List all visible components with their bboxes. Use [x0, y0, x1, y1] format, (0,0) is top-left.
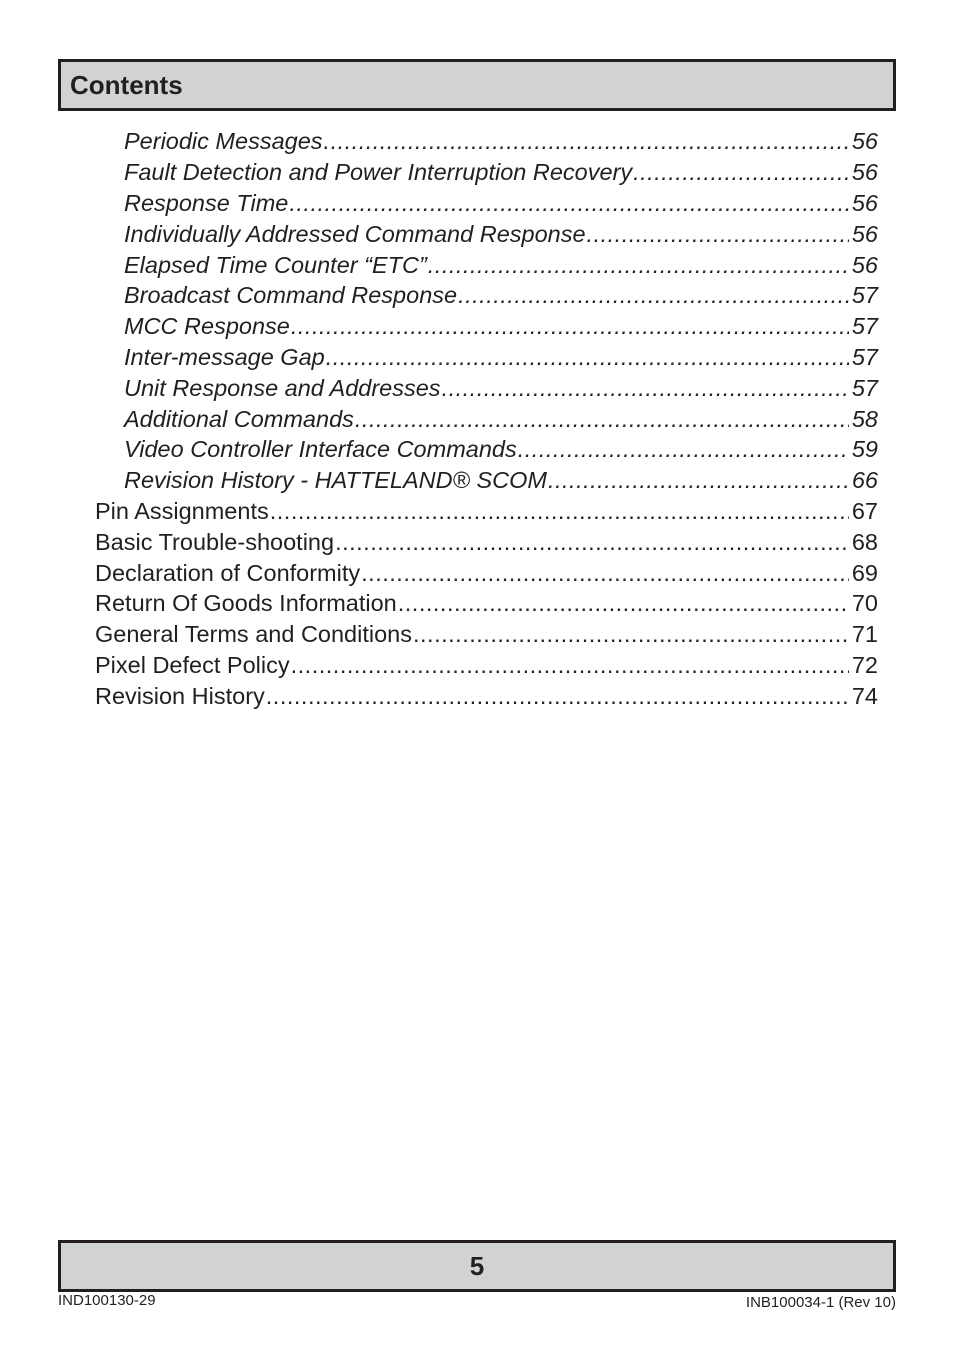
- toc-entry-revision-history[interactable]: [0, 680, 954, 711]
- toc-dot-leader: [291, 311, 849, 341]
- toc-dot-leader: [398, 588, 849, 618]
- toc-entry-broadcast-command[interactable]: [0, 280, 954, 311]
- toc-dot-leader: [548, 465, 849, 495]
- toc-entry-title: Revision History: [95, 682, 265, 709]
- toc-entry-pin-assignments[interactable]: [0, 496, 954, 527]
- toc-entry-title: Revision History - HATTELAND® SCOM: [124, 467, 547, 494]
- toc-entry-title: Additional Commands: [124, 405, 354, 432]
- toc-page-number: 69: [851, 559, 878, 586]
- document-code-right: INB100034-1 (Rev 10): [745, 1294, 896, 1311]
- toc-page-number: 59: [851, 436, 878, 463]
- toc-entry-revision-history-scom[interactable]: [0, 465, 954, 496]
- toc-page-number: 57: [851, 374, 878, 401]
- toc-entry-elapsed-time-counter[interactable]: [0, 249, 954, 280]
- toc-page-number: 56: [851, 251, 878, 278]
- toc-entry-title: Basic Trouble-shooting: [95, 528, 335, 555]
- toc-entry-title: Video Controller Interface Commands: [124, 436, 517, 463]
- toc-entry-individually-addressed[interactable]: [0, 218, 954, 249]
- toc-entry-title: Unit Response and Addresses: [124, 374, 441, 401]
- toc-entry-title: General Terms and Conditions: [95, 621, 412, 648]
- toc-dot-leader: [442, 373, 849, 403]
- toc-dot-leader: [326, 342, 849, 372]
- toc-entry-inter-message-gap[interactable]: [0, 342, 954, 373]
- toc-entry-video-controller[interactable]: [0, 434, 954, 465]
- toc-page-number: 66: [851, 467, 878, 494]
- toc-page-number: 56: [851, 128, 878, 155]
- toc-page-number: 71: [851, 621, 878, 648]
- toc-page-number: 57: [851, 282, 878, 309]
- toc-dot-leader: [361, 558, 849, 588]
- toc-dot-leader: [266, 681, 849, 711]
- toc-page-number: 67: [851, 497, 878, 524]
- toc-entry-declaration-of-conformity[interactable]: [0, 557, 954, 588]
- toc-page-number: 58: [851, 405, 878, 432]
- toc-entry-title: Fault Detection and Power Interruption Recovery: [124, 159, 633, 186]
- toc-entry-general-terms[interactable]: [0, 619, 954, 650]
- toc-entry-pixel-defect-policy[interactable]: [0, 650, 954, 681]
- toc-page-number: 57: [851, 313, 878, 340]
- footer-page-number: 5: [469, 1251, 485, 1281]
- toc-entry-title: Individually Addressed Command Response: [124, 220, 586, 247]
- toc-page-number: 68: [851, 528, 878, 555]
- toc-dot-leader: [428, 250, 849, 280]
- toc-entry-title: Response Time: [124, 189, 289, 216]
- toc-dot-leader: [324, 126, 849, 156]
- toc-dot-leader: [587, 219, 849, 249]
- page-title: Contents: [70, 70, 183, 100]
- toc-entry-title: MCC Response: [124, 313, 290, 340]
- toc-dot-leader: [633, 157, 849, 187]
- toc-page-number: 57: [851, 343, 878, 370]
- toc-entry-response-time[interactable]: [0, 188, 954, 219]
- toc-entry-title: Return Of Goods Information: [95, 590, 397, 617]
- toc-entry-title: Pixel Defect Policy: [95, 651, 290, 678]
- toc-entry-title: Periodic Messages: [124, 128, 323, 155]
- toc-page-number: 70: [851, 590, 878, 617]
- toc-entry-mcc-response[interactable]: [0, 311, 954, 342]
- toc-dot-leader: [413, 619, 849, 649]
- toc-dot-leader: [270, 496, 849, 526]
- toc-entry-title: Pin Assignments: [95, 497, 269, 524]
- toc-dot-leader: [291, 650, 849, 680]
- toc-dot-leader: [335, 527, 849, 557]
- toc-entry-periodic-messages[interactable]: [0, 126, 954, 157]
- document-code-left: IND100130-29: [58, 1292, 156, 1309]
- toc-dot-leader: [518, 434, 849, 464]
- table-of-contents: [0, 126, 954, 711]
- toc-entry-title: Broadcast Command Response: [124, 282, 458, 309]
- footer-bar: [58, 1240, 896, 1292]
- toc-page-number: 56: [851, 159, 878, 186]
- toc-dot-leader: [355, 404, 849, 434]
- toc-entry-title: Elapsed Time Counter “ETC”: [124, 251, 427, 278]
- toc-page-number: 56: [851, 220, 878, 247]
- toc-entry-unit-response[interactable]: [0, 372, 954, 403]
- toc-entry-fault-detection[interactable]: [0, 157, 954, 188]
- contents-header-bar: [58, 59, 896, 111]
- toc-page-number: 74: [851, 682, 878, 709]
- toc-page-number: 56: [851, 189, 878, 216]
- toc-entry-title: Inter-message Gap: [124, 343, 325, 370]
- toc-page-number: 72: [851, 651, 878, 678]
- toc-entry-additional-commands[interactable]: [0, 403, 954, 434]
- toc-dot-leader: [458, 280, 849, 310]
- toc-entry-return-of-goods[interactable]: [0, 588, 954, 619]
- toc-entry-title: Declaration of Conformity: [95, 559, 361, 586]
- toc-entry-basic-trouble-shooting[interactable]: [0, 526, 954, 557]
- toc-dot-leader: [289, 188, 849, 218]
